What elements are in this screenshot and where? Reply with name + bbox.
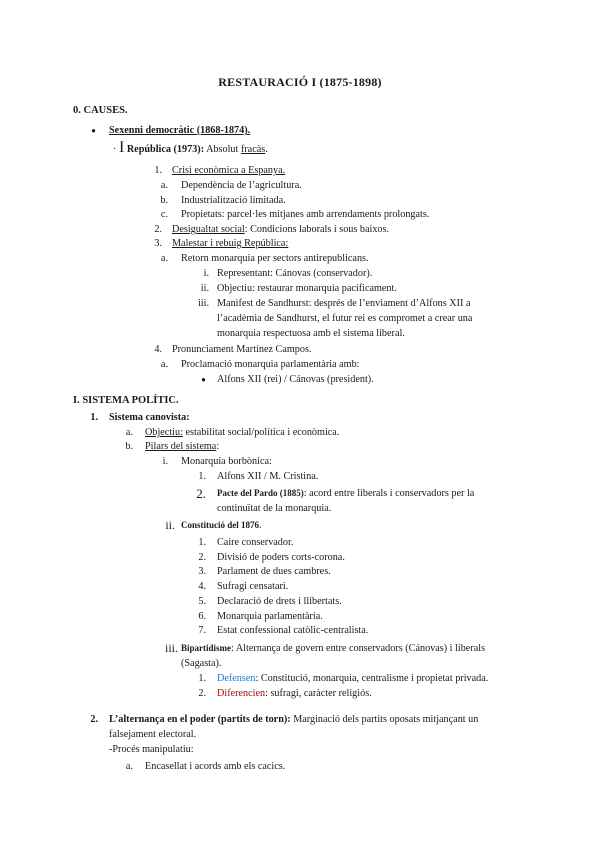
roman-one-marker: I bbox=[118, 139, 125, 156]
list-letter-a: a. bbox=[160, 359, 168, 370]
constitucio-2: Divisió de poders corts-corona. bbox=[217, 552, 345, 563]
republica-text: Absolut bbox=[204, 144, 241, 155]
republica-label: República (1973): bbox=[126, 144, 205, 155]
bipartidisme-line-2: (Sagasta). bbox=[181, 658, 222, 669]
list-letter-a: a. bbox=[125, 761, 133, 772]
constitucio-end: . bbox=[259, 520, 262, 531]
monarquia-item: Monarquia borbònica: bbox=[181, 456, 272, 467]
alfons-cristina-item: Alfons XII / M. Cristina. bbox=[217, 471, 319, 482]
section-heading-sistema: I. SISTEMA POLÍTIC. bbox=[73, 395, 179, 406]
list-roman-ii: ii. bbox=[200, 283, 209, 294]
list-number-3: 3. bbox=[198, 566, 206, 577]
crisi-b-item: Industrialització limitada. bbox=[181, 195, 286, 206]
sexenni-item: Sexenni democràtic (1868-1874). bbox=[109, 125, 251, 136]
manifest-line-1: Manifest de Sandhurst: després de l’enviament d’Alfons XII a bbox=[217, 298, 471, 309]
bipartidisme-text: : Alternança de govern entre conservadors (Cánovas) i liberals bbox=[231, 643, 486, 654]
republica-item bbox=[113, 141, 268, 156]
dot-marker: · bbox=[113, 144, 117, 155]
proces-manipulatiu: -Procés manipulatiu: bbox=[109, 744, 194, 755]
alternanca-text: Marginació dels partits oposats mitjançant un bbox=[290, 714, 479, 725]
manifest-line-2: l’acadèmia de Sandhurst, el futur rei es compromet a crear una bbox=[217, 313, 473, 324]
list-roman-iii: iii. bbox=[197, 298, 209, 309]
alternanca-label: L’alternança en el poder (partits de torn): bbox=[109, 714, 291, 725]
republica-fracas: fracàs bbox=[240, 144, 266, 155]
pacte-text: : acord entre liberals i conservadors per la bbox=[303, 488, 475, 499]
pilars-label: Pilars del sistema bbox=[145, 441, 217, 452]
objectiu-label: Objectiu: bbox=[145, 427, 183, 438]
constitucio-6: Monarquia parlamentària. bbox=[217, 611, 323, 622]
representant-item: Representant: Cánovas (conservador). bbox=[217, 268, 373, 279]
list-number-6: 6. bbox=[198, 611, 206, 622]
objectiu-item: Objectiu: restaurar monarquia pacíficament. bbox=[217, 283, 397, 294]
constitucio-item bbox=[181, 519, 262, 532]
list-roman-i: i. bbox=[203, 268, 209, 279]
desigualtat-label: Desigualtat social bbox=[172, 224, 245, 235]
diferencien-text: : sufragi, caràcter religiós. bbox=[265, 688, 372, 699]
alternanca-item bbox=[109, 713, 478, 726]
sistema-canovista-item: Sistema canovista: bbox=[109, 412, 190, 423]
list-letter-c: c. bbox=[160, 209, 168, 220]
pacte-label: Pacte del Pardo (1885) bbox=[217, 488, 304, 498]
document-title: RESTAURACIÓ I (1875-1898) bbox=[218, 75, 382, 89]
list-number-2: 2. bbox=[198, 688, 206, 699]
constitucio-label: Constitució del 1876 bbox=[181, 520, 260, 530]
constitucio-1: Caire conservador. bbox=[217, 537, 294, 548]
list-number-2: 2. bbox=[154, 224, 162, 235]
constitucio-4: Sufragi censatari. bbox=[217, 581, 289, 592]
list-number-1: 1. bbox=[198, 673, 206, 684]
malestar-item: Malestar i rebuig República: bbox=[172, 238, 289, 249]
list-letter-a: a. bbox=[160, 180, 168, 191]
list-roman-i: i. bbox=[162, 456, 168, 467]
list-roman-iii: iii. bbox=[164, 641, 178, 655]
bullet-marker: ● bbox=[91, 126, 96, 135]
objectiu-sistema-item bbox=[145, 426, 339, 439]
list-number-3: 3. bbox=[154, 238, 162, 249]
defensen-text: : Constitució, monarquia, centralisme i propietat privada. bbox=[255, 673, 489, 684]
list-number-7: 7. bbox=[198, 625, 206, 636]
list-number-1: 1. bbox=[198, 537, 206, 548]
constitucio-7: Estat confessional catòlic-centralista. bbox=[217, 625, 369, 636]
list-number-5: 5. bbox=[198, 596, 206, 607]
list-number-2: 2. bbox=[198, 552, 206, 563]
diferencien-label: Diferencien bbox=[217, 688, 266, 699]
defensen-label: Defensen bbox=[217, 673, 256, 684]
crisi-a-item: Dependència de l’agricultura. bbox=[181, 180, 302, 191]
defensen-item bbox=[217, 672, 488, 685]
bipartidisme-label: Bipartidisme bbox=[181, 643, 232, 653]
objectiu-text: estabilitat social/política i econòmica. bbox=[182, 427, 340, 438]
list-number-1: 1. bbox=[198, 471, 206, 482]
list-number-1: 1. bbox=[90, 412, 98, 423]
desigualtat-item bbox=[172, 223, 389, 236]
diferencien-item bbox=[217, 687, 372, 700]
crisi-item: Crisi econòmica a Espanya. bbox=[172, 165, 286, 176]
pacte-pardo-line-2: continuïtat de la monarquia. bbox=[217, 503, 332, 514]
alternanca-line-2: falsejament electoral. bbox=[109, 729, 197, 740]
desigualtat-text: : Condicions laborals i sous baixos. bbox=[244, 224, 390, 235]
pacte-pardo-item bbox=[217, 487, 474, 500]
list-number-2: 2. bbox=[90, 714, 98, 725]
retorn-item: Retorn monarquia per sectors antirepublicans. bbox=[181, 253, 369, 264]
constitucio-5: Declaració de drets i llibertats. bbox=[217, 596, 342, 607]
bullet-marker: ● bbox=[201, 375, 206, 384]
pilars-item bbox=[145, 440, 219, 453]
list-letter-b: b. bbox=[160, 195, 168, 206]
proclamacio-item: Proclamació monarquia parlamentària amb: bbox=[181, 359, 360, 370]
alfons-item: Alfons XII (rei) / Cánovas (president). bbox=[217, 374, 374, 385]
bipartidisme-item bbox=[181, 642, 485, 655]
pronunciament-item: Pronunciament Martínez Campos. bbox=[172, 344, 312, 355]
section-heading-causes: 0. CAUSES. bbox=[73, 105, 128, 116]
manifest-line-3: monarquia respectuosa amb el sistema liberal. bbox=[217, 328, 405, 339]
encasellat-item: Encasellat i acords amb els cacics. bbox=[145, 761, 286, 772]
constitucio-3: Parlament de dues cambres. bbox=[217, 566, 331, 577]
list-letter-a: a. bbox=[160, 253, 168, 264]
list-number-4: 4. bbox=[154, 344, 162, 355]
crisi-c-item: Propietats: parcel·les mitjanes amb arrendaments prolongats. bbox=[181, 209, 430, 220]
pilars-end: : bbox=[216, 441, 220, 452]
list-number-1: 1. bbox=[154, 165, 162, 176]
list-letter-a: a. bbox=[125, 427, 133, 438]
republica-end: . bbox=[265, 144, 268, 155]
list-letter-b: b. bbox=[125, 441, 133, 452]
list-number-4: 4. bbox=[198, 581, 206, 592]
list-number-2: 2. bbox=[196, 486, 206, 501]
list-roman-ii: ii. bbox=[165, 518, 175, 532]
